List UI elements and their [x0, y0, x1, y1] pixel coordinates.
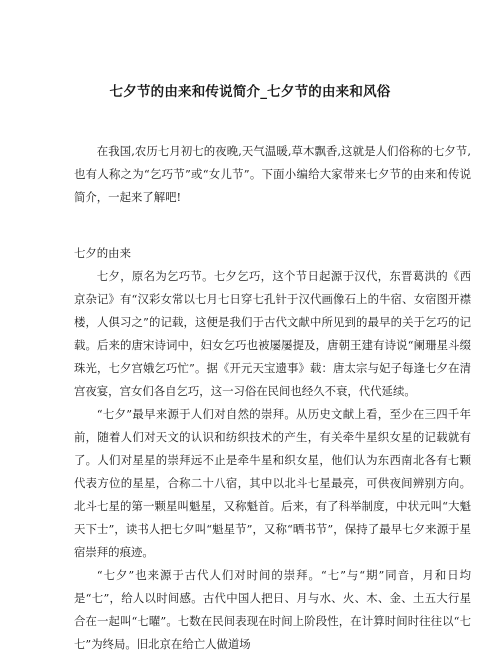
- section-heading: 七夕的由来: [74, 246, 131, 260]
- section-origin: [74, 242, 471, 656]
- body-paragraph: “七夕”最早来源于人们对自然的崇拜。从历史文献上看，至少在三四千年前，随着人们对天文的认识和纺织技术的产生，有关牵牛星织女星的记载就有了。人们对星星的崇拜远不止是牵牛星和织女星，他们认为东西南北各有七颗代表方位的星星，合称二十八宿，其中以北斗七星最亮，可供夜间辨别方向。北斗七星的第一颗星叫魁星，又称魁首。后来，有了科举制度，中状元叫“大魁天下士”，读书人把七夕叫“魁星节”，又称“晒书节”，保持了最早七夕来源于星宿崇拜的痕迹。: [74, 407, 471, 559]
- intro-paragraph: 在我国,农历七月初七的夜晚,天气温暖,草木飘香,这就是人们俗称的七夕节,也有人称之为“乞巧节”或“女儿节”。下面小编给大家带来七夕节的由来和传说简介，一起来了解吧!: [74, 144, 471, 204]
- body-paragraph: “七夕”也来源于古代人们对时间的崇拜。“七”与“期”同音，月和日均是“七”，给人以时间感。古代中国人把日、月与水、火、木、金、土五大行星合在一起叫“七曜”。七数在民间表现在时间上阶段性，在计算时间时往往以“七七”为终局。旧北京在给亡人做道场: [74, 568, 471, 651]
- body-paragraph: 七夕，原名为乞巧节。七夕乞巧，这个节日起源于汉代，东晋葛洪的《西京杂记》有“汉彩女常以七月七日穿七孔针于汉代画像石上的牛宿、女宿图开襟楼，人俱习之”的记载，这便是我们于古代文献中所见到的最早的关于乞巧的记载。后来的唐宋诗词中，妇女乞巧也被屡屡提及，唐朝王建有诗说“阑珊星斗缀珠光，七夕宫娥乞巧忙”。据《开元天宝遗事》载：唐太宗与妃子每逢七夕在清宫夜宴，宫女们各自乞巧，这一习俗在民间也经久不衰，代代延续。: [74, 269, 471, 398]
- article-title: 七夕节的由来和传说简介_七夕节的由来和风俗: [109, 84, 391, 100]
